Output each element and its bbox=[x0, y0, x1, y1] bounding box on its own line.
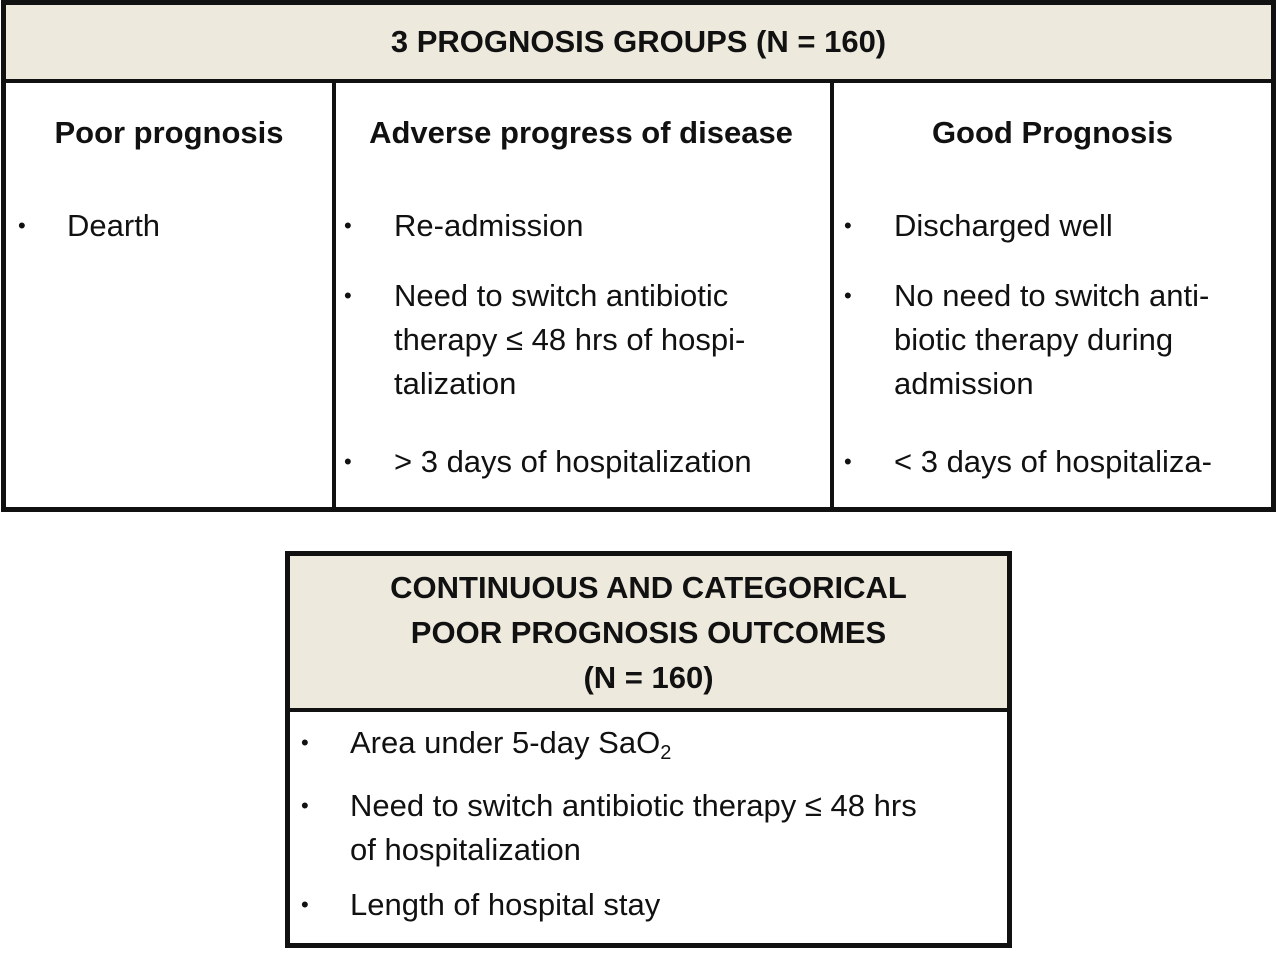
outcomes-title-line-1: CONTINUOUS AND CATEGORICAL bbox=[390, 569, 907, 605]
subscript: 2 bbox=[660, 742, 672, 764]
bullet-dot: • bbox=[344, 449, 352, 474]
adverse-progress-list bbox=[332, 83, 830, 507]
bullet-text: Re-admission bbox=[394, 208, 584, 243]
good-prognosis-column bbox=[834, 83, 1271, 507]
bullet-text: Dearth bbox=[67, 208, 161, 243]
bullet-text: No need to switch anti- biotic therapy during admission bbox=[894, 278, 1210, 401]
outcomes-title-line-2: POOR PROGNOSIS OUTCOMES bbox=[410, 614, 887, 650]
adverse-progress-heading: Adverse progress of disease bbox=[369, 115, 793, 150]
bullet-text: > 3 days of hospitalization bbox=[394, 444, 752, 479]
bullet-text: Need to switch antibiotic therapy ≤ 48 hrs of hospitalization bbox=[350, 788, 917, 867]
adverse-progress-column bbox=[332, 83, 834, 507]
bullet-dot: • bbox=[844, 283, 852, 308]
poor-prognosis-column bbox=[6, 83, 336, 507]
bullet-text: Need to switch antibiotic therapy ≤ 48 hrs of hospi- talization bbox=[394, 278, 746, 401]
bullet-dot: • bbox=[344, 283, 352, 308]
outcomes-title-line-3: (N = 160) bbox=[583, 659, 714, 695]
bullet-dot: • bbox=[301, 892, 309, 917]
outcomes-list bbox=[290, 712, 1007, 943]
bullet-dot: • bbox=[344, 213, 352, 238]
prognosis-columns bbox=[6, 83, 1271, 507]
prognosis-groups-box bbox=[1, 0, 1276, 512]
bullet-dot: • bbox=[844, 449, 852, 474]
bullet-text: Area under 5-day SaO$_2$ bbox=[350, 725, 672, 764]
bullet-dot: • bbox=[18, 213, 26, 238]
poor-prognosis-list bbox=[6, 83, 332, 507]
prognosis-groups-title: 3 PROGNOSIS GROUPS (N = 160) bbox=[6, 5, 1271, 83]
bullet-text: < 3 days of hospitaliza- bbox=[894, 444, 1212, 479]
poor-prognosis-heading: Poor prognosis bbox=[54, 115, 284, 150]
bullet-dot: • bbox=[844, 213, 852, 238]
bullet-text: Discharged well bbox=[894, 208, 1113, 243]
good-prognosis-heading: Good Prognosis bbox=[931, 115, 1174, 150]
bullet-text: Length of hospital stay bbox=[350, 887, 661, 922]
poor-prognosis-outcomes-box bbox=[285, 551, 1012, 948]
bullet-dot: • bbox=[301, 793, 309, 818]
bullet-dot: • bbox=[301, 730, 309, 755]
good-prognosis-list bbox=[834, 83, 1271, 507]
outcomes-title bbox=[290, 556, 1007, 712]
